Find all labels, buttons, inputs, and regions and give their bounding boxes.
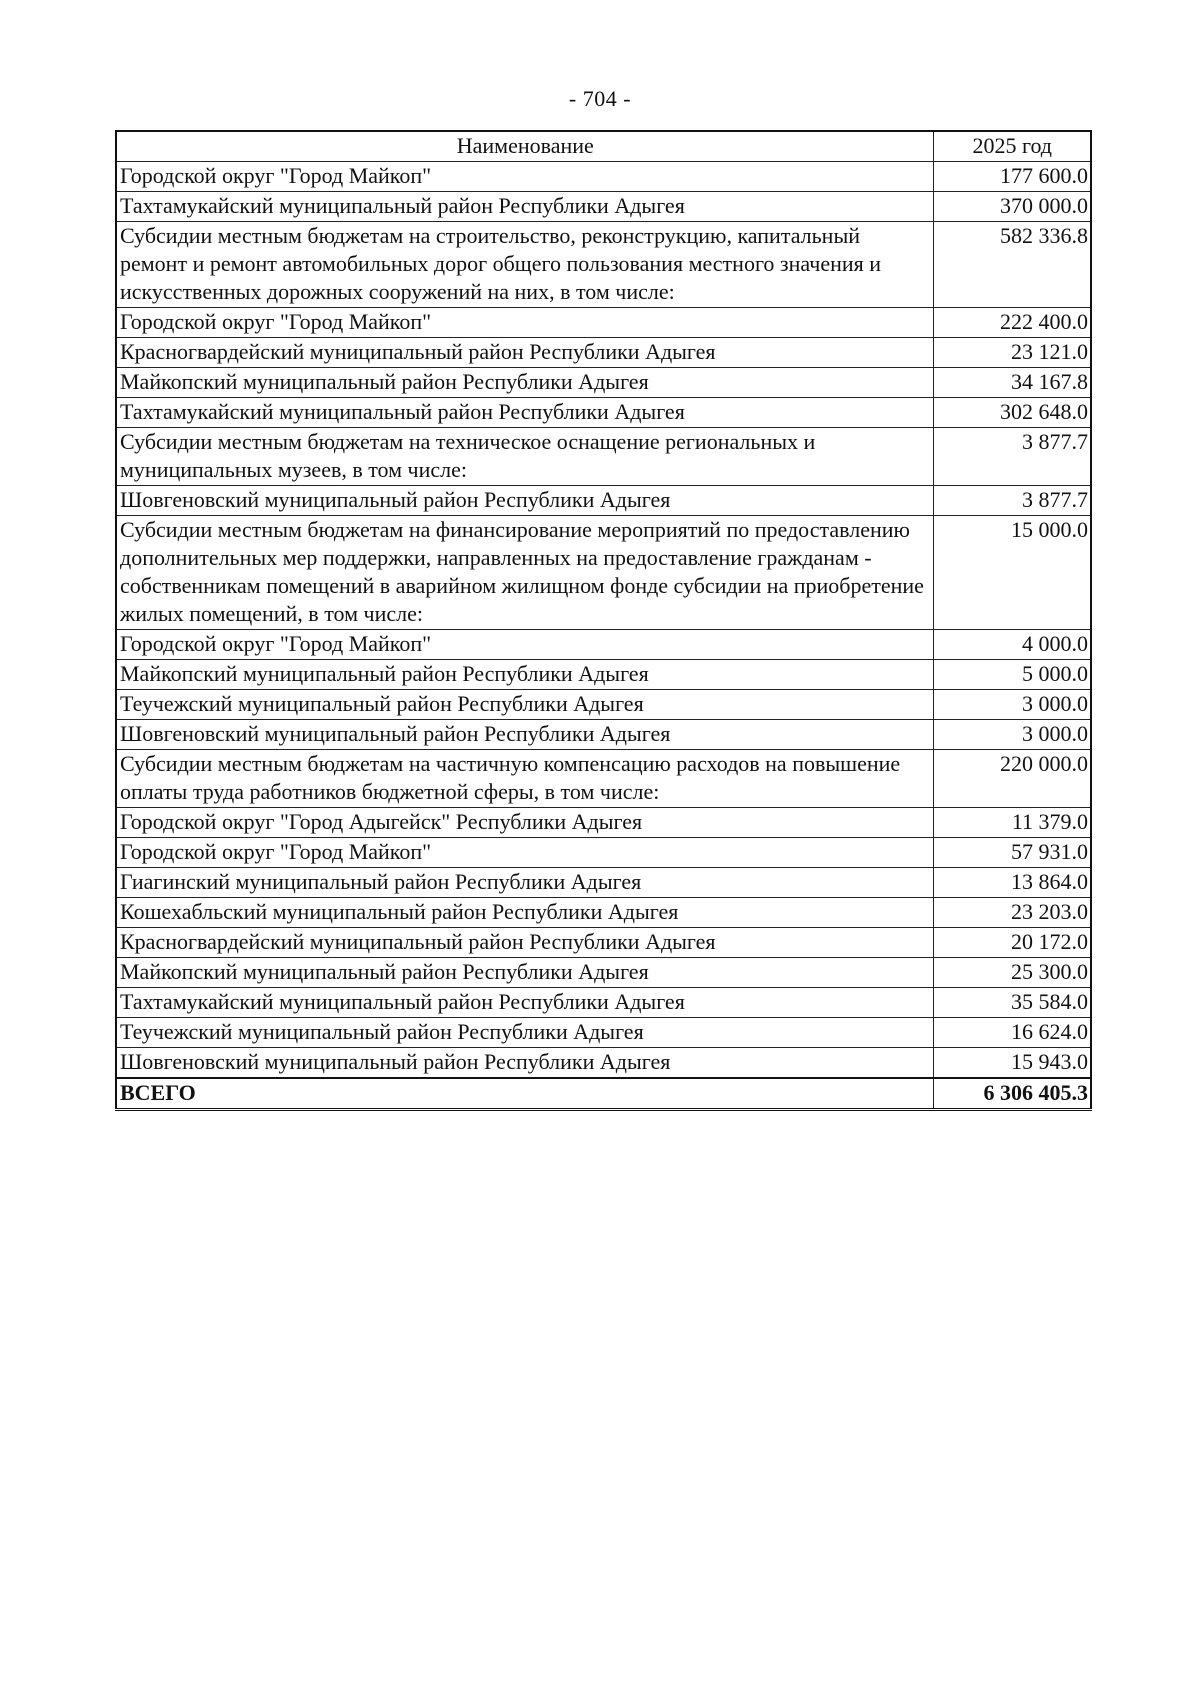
row-name: Шовгеновский муниципальный район Республики Адыгея [116, 486, 933, 516]
table-row [116, 630, 1091, 660]
row-value: 35 584.0 [933, 988, 1091, 1018]
total-row [116, 1078, 1091, 1110]
page-number: - 704 - [568, 86, 632, 111]
row-name: Субсидии местным бюджетам на частичную компенсацию расходов на повышение оплаты труда работников бюджетной сферы, в том числе: [116, 750, 933, 808]
table-row [116, 1018, 1091, 1048]
row-name: Гиагинский муниципальный район Республики Адыгея [116, 868, 933, 898]
row-name: Майкопский муниципальный район Республики Адыгея [116, 368, 933, 398]
budget-table [115, 130, 1092, 1111]
column-header-name: Наименование [116, 131, 933, 162]
row-value: 177 600.0 [933, 162, 1091, 192]
row-value: 222 400.0 [933, 308, 1091, 338]
table-row [116, 868, 1091, 898]
table-header-row [116, 131, 1091, 162]
row-value: 3 877.7 [933, 428, 1091, 486]
row-value: 13 864.0 [933, 868, 1091, 898]
row-value: 20 172.0 [933, 928, 1091, 958]
row-name: Шовгеновский муниципальный район Республики Адыгея [116, 1048, 933, 1079]
row-value: 302 648.0 [933, 398, 1091, 428]
table-row [116, 486, 1091, 516]
row-value: 5 000.0 [933, 660, 1091, 690]
row-value: 25 300.0 [933, 958, 1091, 988]
row-name: Красногвардейский муниципальный район Республики Адыгея [116, 928, 933, 958]
row-value: 57 931.0 [933, 838, 1091, 868]
row-name: Городской округ "Город Майкоп" [116, 308, 933, 338]
row-value: 220 000.0 [933, 750, 1091, 808]
row-name: Майкопский муниципальный район Республики Адыгея [116, 958, 933, 988]
table-row [116, 838, 1091, 868]
table-row [116, 516, 1091, 630]
row-name: Городской округ "Город Майкоп" [116, 630, 933, 660]
table-row [116, 192, 1091, 222]
row-value: 370 000.0 [933, 192, 1091, 222]
table-row [116, 398, 1091, 428]
row-value: 582 336.8 [933, 222, 1091, 308]
table-row [116, 928, 1091, 958]
row-name: Городской округ "Город Майкоп" [116, 838, 933, 868]
table-row [116, 690, 1091, 720]
table-row [116, 958, 1091, 988]
table-row [116, 720, 1091, 750]
row-name: Кошехабльский муниципальный район Республики Адыгея [116, 898, 933, 928]
row-value: 15 000.0 [933, 516, 1091, 630]
row-name: Шовгеновский муниципальный район Республики Адыгея [116, 720, 933, 750]
row-value: 3 000.0 [933, 690, 1091, 720]
table-row [116, 428, 1091, 486]
table-row [116, 898, 1091, 928]
row-value: 4 000.0 [933, 630, 1091, 660]
row-value: 11 379.0 [933, 808, 1091, 838]
table-row [116, 1048, 1091, 1079]
row-name: Майкопский муниципальный район Республики Адыгея [116, 660, 933, 690]
table-row [116, 368, 1091, 398]
row-name: Тахтамукайский муниципальный район Республики Адыгея [116, 192, 933, 222]
table-row [116, 338, 1091, 368]
table-row [116, 660, 1091, 690]
row-value: 3 877.7 [933, 486, 1091, 516]
total-label: ВСЕГО [116, 1078, 933, 1110]
row-name: Тахтамукайский муниципальный район Республики Адыгея [116, 398, 933, 428]
table-row [116, 162, 1091, 192]
row-name: Теучежский муниципальный район Республики Адыгея [116, 690, 933, 720]
row-name: Субсидии местным бюджетам на техническое оснащение региональных и муниципальных музеев, в том числе: [116, 428, 933, 486]
row-value: 16 624.0 [933, 1018, 1091, 1048]
table-row [116, 308, 1091, 338]
row-value: 15 943.0 [933, 1048, 1091, 1079]
table-row [116, 222, 1091, 308]
row-value: 3 000.0 [933, 720, 1091, 750]
row-value: 23 121.0 [933, 338, 1091, 368]
row-name: Красногвардейский муниципальный район Республики Адыгея [116, 338, 933, 368]
total-value: 6 306 405.3 [933, 1078, 1091, 1110]
table-row [116, 808, 1091, 838]
row-name: Субсидии местным бюджетам на финансирование мероприятий по предоставлению дополнительных мер поддержки, направленных на предоставление гражданам - собственникам помещений в аварийном жилищном фонде субсидии на приобретение жилых помещений, в том числе: [116, 516, 933, 630]
row-value: 23 203.0 [933, 898, 1091, 928]
row-value: 34 167.8 [933, 368, 1091, 398]
row-name: Субсидии местным бюджетам на строительство, реконструкцию, капитальный ремонт и ремонт автомобильных дорог общего пользования местного значения и искусственных дорожных сооружений на них, в том числе: [116, 222, 933, 308]
table-row [116, 750, 1091, 808]
table-row [116, 988, 1091, 1018]
row-name: Городской округ "Город Майкоп" [116, 162, 933, 192]
row-name: Тахтамукайский муниципальный район Республики Адыгея [116, 988, 933, 1018]
row-name: Городской округ "Город Адыгейск" Республики Адыгея [116, 808, 933, 838]
row-name: Теучежский муниципальный район Республики Адыгея [116, 1018, 933, 1048]
column-header-year: 2025 год [933, 131, 1091, 162]
